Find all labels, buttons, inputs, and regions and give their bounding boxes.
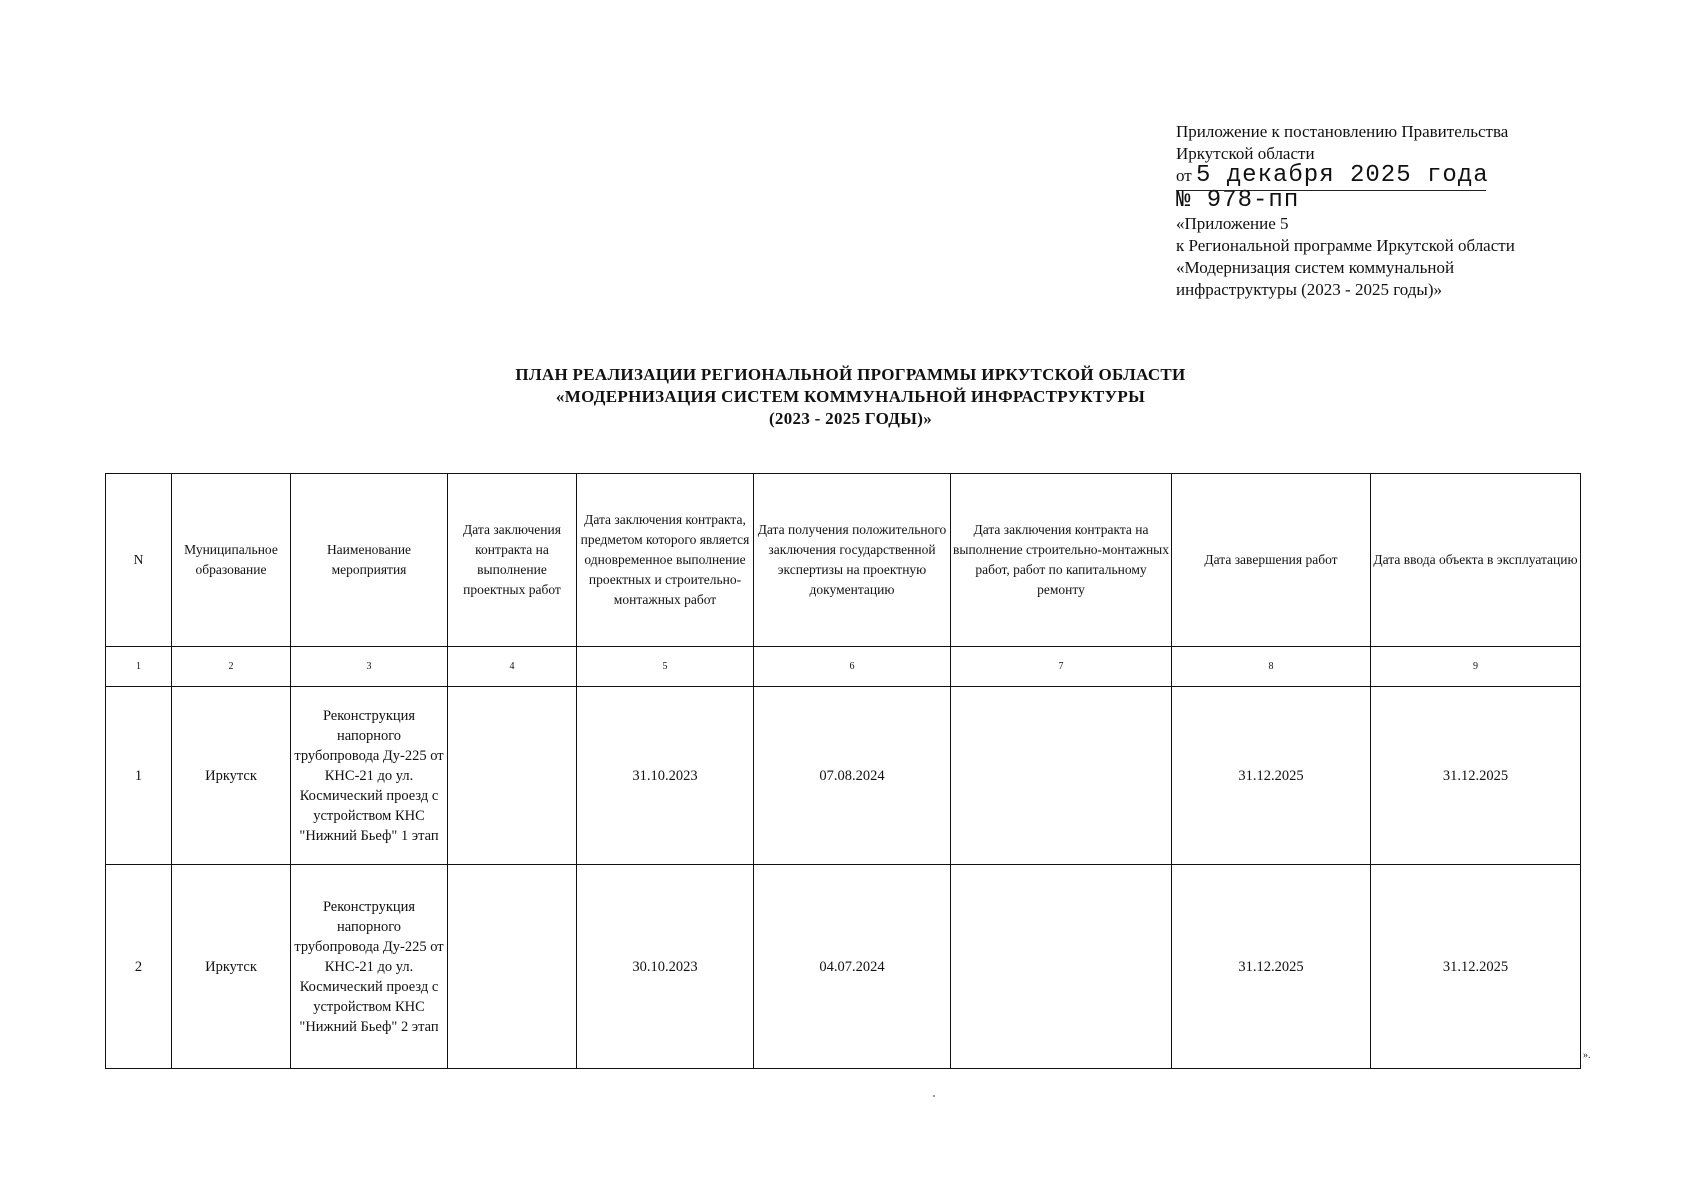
date-underline xyxy=(1176,190,1486,191)
column-number: 3 xyxy=(291,647,448,687)
date-prefix: от xyxy=(1176,166,1192,185)
header-line-7: «Модернизация систем коммунальной xyxy=(1176,258,1455,277)
design-contract-date-cell xyxy=(448,865,577,1069)
column-number-row xyxy=(106,647,1581,687)
header-cell: Дата заключения контракта на выполнение строительно-монтажных работ, работ по капитальному ремонту xyxy=(951,474,1172,647)
header-cell: Наименование мероприятия xyxy=(291,474,448,647)
column-number: 2 xyxy=(172,647,291,687)
expertise-date-cell: 04.07.2024 xyxy=(754,865,951,1069)
expertise-date-cell: 07.08.2024 xyxy=(754,687,951,865)
completion-date-cell: 31.12.2025 xyxy=(1172,687,1371,865)
closing-quote-mark: ». xyxy=(1583,1050,1591,1061)
table-row xyxy=(106,687,1581,865)
column-number: 9 xyxy=(1371,647,1581,687)
header-cell: N xyxy=(106,474,172,647)
combined-contract-date-cell: 31.10.2023 xyxy=(577,687,754,865)
appendix-header xyxy=(1176,121,1596,301)
row-number: 1 xyxy=(106,687,172,865)
construction-contract-date-cell xyxy=(951,687,1172,865)
header-line-2: Иркутской области xyxy=(1176,144,1315,163)
header-cell: Дата получения положительного заключения государственной экспертизы на проектную документацию xyxy=(754,474,951,647)
municipality-cell: Иркутск xyxy=(172,865,291,1069)
column-number: 8 xyxy=(1172,647,1371,687)
combined-contract-date-cell: 30.10.2023 xyxy=(577,865,754,1069)
table-row xyxy=(106,865,1581,1069)
implementation-plan-table xyxy=(105,473,1581,1069)
scan-speck xyxy=(933,1095,935,1097)
header-line-1: Приложение к постановлению Правительства xyxy=(1176,122,1509,141)
measure-name-cell: Реконструкция напорного трубопровода Ду-225 от КНС-21 до ул. Космический проезд с устройством КНС "Нижний Бьеф" 1 этап xyxy=(291,687,448,865)
completion-date-cell: 31.12.2025 xyxy=(1172,865,1371,1069)
header-cell: Дата завершения работ xyxy=(1172,474,1371,647)
title-line-1: ПЛАН РЕАЛИЗАЦИИ РЕГИОНАЛЬНОЙ ПРОГРАММЫ ИРКУТСКОЙ ОБЛАСТИ xyxy=(515,365,1186,384)
decree-number: № 978-пп xyxy=(1176,187,1300,214)
measure-name-cell: Реконструкция напорного трубопровода Ду-225 от КНС-21 до ул. Космический проезд с устройством КНС "Нижний Бьеф" 2 этап xyxy=(291,865,448,1069)
column-number: 7 xyxy=(951,647,1172,687)
design-contract-date-cell xyxy=(448,687,577,865)
column-number: 4 xyxy=(448,647,577,687)
table-header-row xyxy=(106,474,1581,647)
header-line-8: инфраструктуры (2023 - 2025 годы)» xyxy=(1176,280,1442,299)
decree-date: 5 декабря 2025 года xyxy=(1195,162,1489,189)
document-title xyxy=(0,364,1701,430)
column-number: 6 xyxy=(754,647,951,687)
commissioning-date-cell: 31.12.2025 xyxy=(1371,865,1581,1069)
header-line-5: «Приложение 5 xyxy=(1176,214,1289,233)
header-line-6: к Региональной программе Иркутской области xyxy=(1176,236,1515,255)
title-line-2: «МОДЕРНИЗАЦИЯ СИСТЕМ КОММУНАЛЬНОЙ ИНФРАСТРУКТУРЫ xyxy=(555,387,1146,406)
header-cell: Муниципальное образование xyxy=(172,474,291,647)
municipality-cell: Иркутск xyxy=(172,687,291,865)
commissioning-date-cell: 31.12.2025 xyxy=(1371,687,1581,865)
column-number: 1 xyxy=(106,647,172,687)
header-cell: Дата заключения контракта, предметом которого является одновременное выполнение проектных и строительно-монтажных работ xyxy=(577,474,754,647)
row-number: 2 xyxy=(106,865,172,1069)
decree-date-line xyxy=(1176,162,1596,191)
header-cell: Дата ввода объекта в эксплуатацию xyxy=(1371,474,1581,647)
decree-number-line xyxy=(1176,187,1596,214)
column-number: 5 xyxy=(577,647,754,687)
title-line-3: (2023 - 2025 ГОДЫ)» xyxy=(768,409,933,428)
header-cell: Дата заключения контракта на выполнение проектных работ xyxy=(448,474,577,647)
construction-contract-date-cell xyxy=(951,865,1172,1069)
